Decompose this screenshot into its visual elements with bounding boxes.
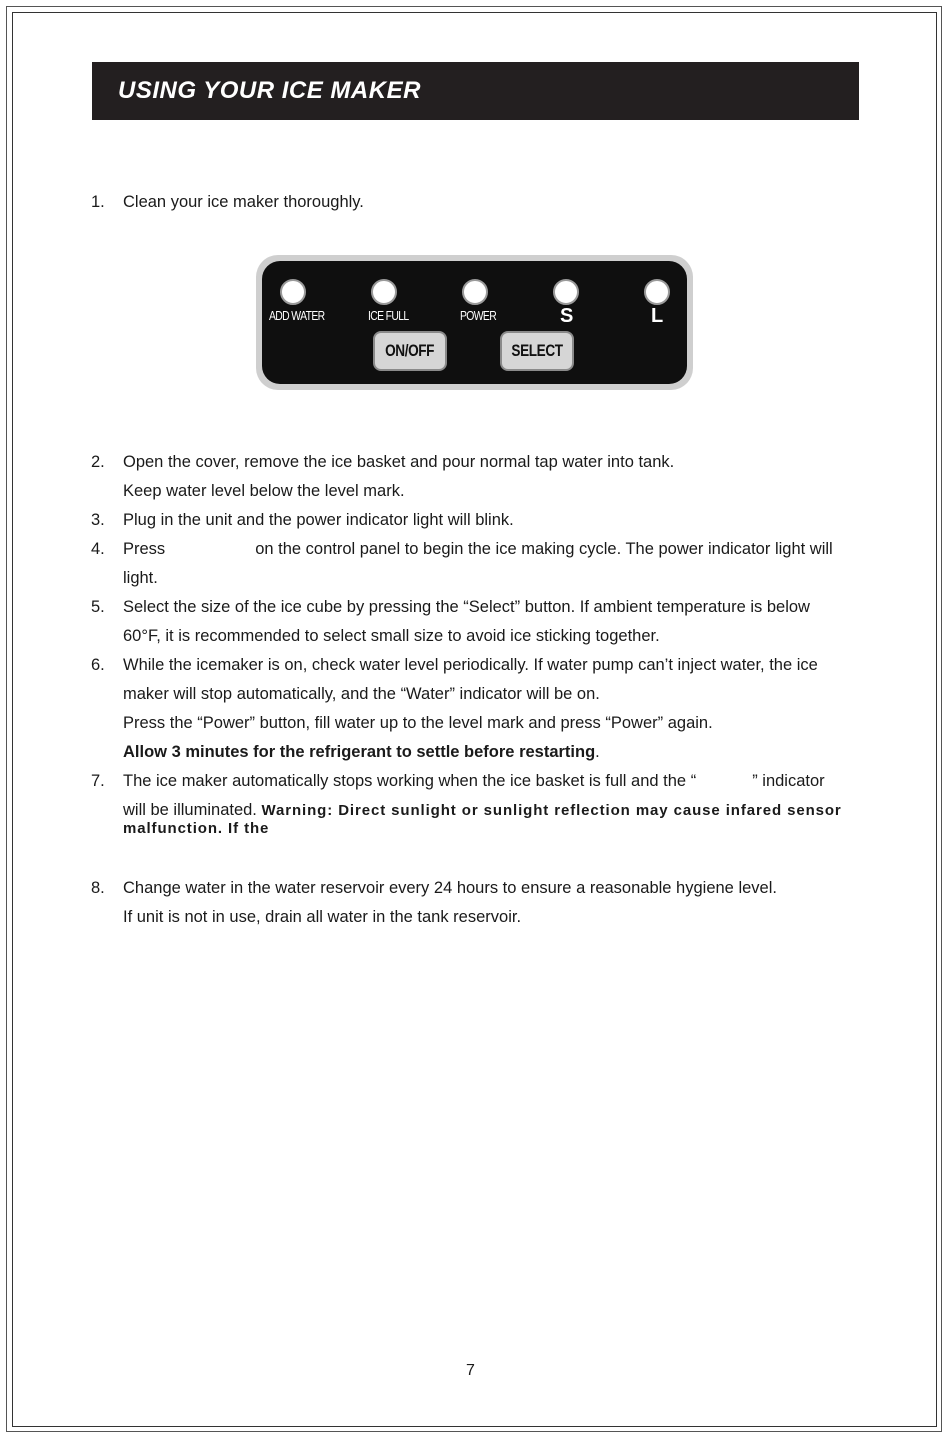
ice-full-indicator-light	[371, 279, 397, 305]
step-text: Change water in the water reservoir every 24 hours to ensure a reasonable hygiene level.	[123, 879, 777, 897]
step-text: light.	[123, 569, 158, 587]
step-text: 60°F, it is recommended to select small size to avoid ice sticking together.	[123, 627, 660, 645]
step-number: 8.	[91, 879, 105, 897]
step-text: ” indicator	[752, 772, 825, 790]
step-text: on the control panel to begin the ice making cycle. The power indicator light will	[255, 540, 833, 558]
ice-full-label: ICE FULL	[368, 308, 409, 323]
small-size-indicator-light	[553, 279, 579, 305]
step-text: Clean your ice maker thoroughly.	[123, 193, 364, 211]
section-header	[92, 62, 859, 120]
select-button	[500, 331, 574, 371]
large-size-label: L	[651, 305, 664, 327]
step-text: While the icemaker is on, check water level periodically. If water pump can’t inject water, the ice	[123, 656, 818, 674]
step-text: .	[595, 743, 600, 761]
step-text: maker will stop automatically, and the “Water” indicator will be on.	[123, 685, 600, 703]
step-number: 7.	[91, 772, 105, 790]
step-emphasis-text: Allow 3 minutes for the refrigerant to settle before restarting	[123, 743, 596, 761]
step-text: The ice maker automatically stops working when the ice basket is full and the “	[123, 772, 697, 790]
warning-text: malfunction. If the	[123, 820, 270, 837]
power-label: POWER	[460, 308, 497, 323]
power-indicator-light	[462, 279, 488, 305]
warning-text: Warning: Direct sunlight or sunlight reflection may cause infared sensor	[261, 802, 842, 819]
add-water-label: ADD WATER	[269, 308, 325, 323]
step-text: Keep water level below the level mark.	[123, 482, 405, 500]
step-number: 6.	[91, 656, 105, 674]
step-number: 4.	[91, 540, 105, 558]
on-off-button-label: ON/OFF	[385, 341, 435, 360]
step-text: Open the cover, remove the ice basket and pour normal tap water into tank.	[123, 453, 675, 471]
step-text: Select the size of the ice cube by pressing the “Select” button. If ambient temperature is below	[123, 598, 810, 616]
step-text: Press	[123, 540, 166, 558]
step-number: 2.	[91, 453, 105, 471]
step-text: will be illuminated.	[123, 801, 257, 819]
step-number: 1.	[91, 193, 105, 211]
step-text: Press the “Power” button, fill water up to the level mark and press “Power” again.	[123, 714, 713, 732]
step-text: Plug in the unit and the power indicator light will blink.	[123, 511, 514, 529]
add-water-indicator-light	[280, 279, 306, 305]
step-number: 5.	[91, 598, 105, 616]
on-off-button	[373, 331, 447, 371]
control-panel-illustration	[256, 255, 693, 390]
step-text: If unit is not in use, drain all water in the tank reservoir.	[123, 908, 522, 926]
section-title: USING YOUR ICE MAKER	[118, 77, 421, 104]
page-number: 7	[466, 1362, 475, 1379]
select-button-label: SELECT	[511, 341, 563, 360]
step-number: 3.	[91, 511, 105, 529]
small-size-label: S	[560, 305, 574, 327]
large-size-indicator-light	[644, 279, 670, 305]
